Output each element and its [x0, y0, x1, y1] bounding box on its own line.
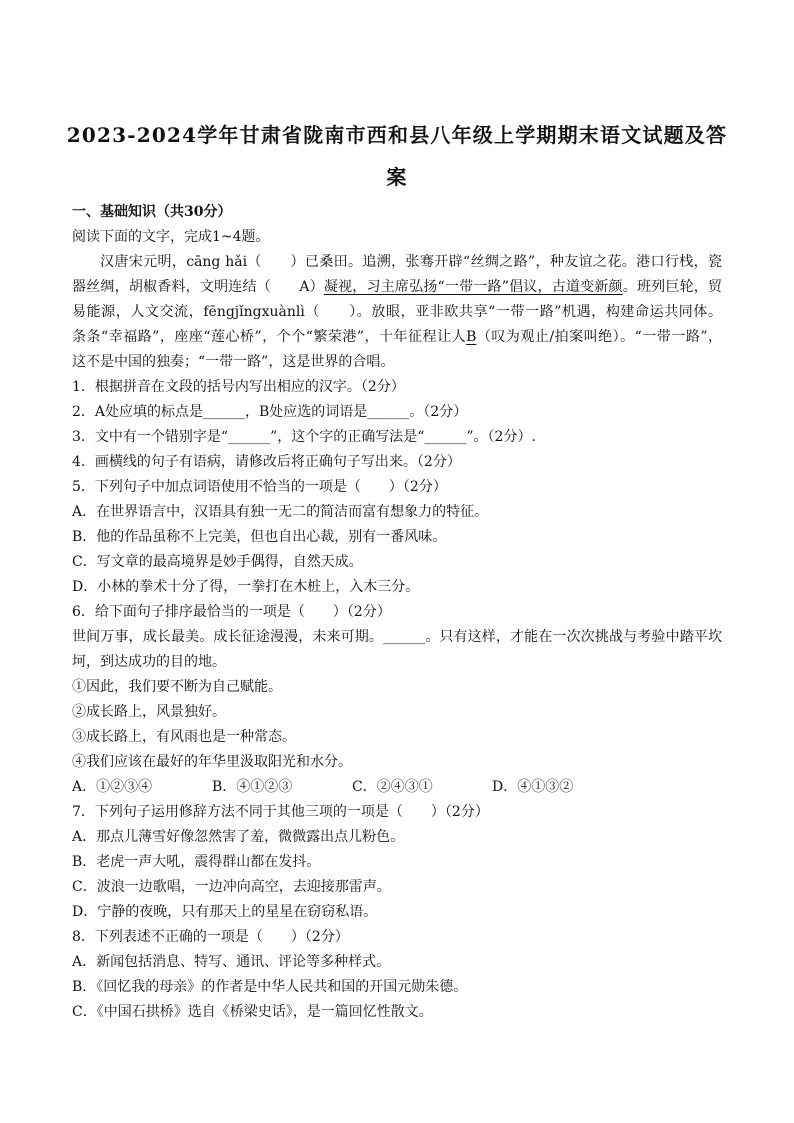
title-line-1: 2023-2024学年甘肃省陇南市西和县八年级上学期期末语文试题及答	[66, 123, 728, 147]
passage-line-4	[72, 325, 722, 350]
question-5-option-b: B．他的作品虽称不上完美，但也自出心裁，别有一番风味。	[72, 529, 447, 545]
title-line-2: 案	[386, 165, 408, 189]
passage-line-1: 汉唐宋元明，cāng hǎi（ ）已桑田。追溯，张骞开辟“丝绸之路”，种友谊之花。港口行栈，瓷	[100, 254, 722, 270]
question-7-stem: 7．下列句子运用修辞方法不同于其他三项的一项是（ ）（2分）	[72, 804, 489, 820]
question-7-option-b: B．老虎一声大吼，震得群山都在发抖。	[72, 854, 321, 870]
blank-marker-b: B	[466, 329, 477, 345]
question-6-choice-d: D．④①③②	[492, 779, 574, 795]
question-6-stem: 6．给下面句子排序最恰当的一项是（ ）（2分）	[72, 604, 391, 620]
passage-line-5: 这不是中国的独奏；“一带一路”，这是世界的合唱。	[72, 354, 395, 370]
underlined-sentence: 凝视，习主席弘扬“一带一路”倡议，古道变新颜	[323, 279, 623, 295]
question-8-option-a: A．新闻包括消息、特写、通讯、评论等多种样式。	[72, 954, 391, 970]
question-6-sentence-4: ④我们应该在最好的年华里汲取阳光和水分。	[72, 754, 352, 770]
question-3: 3．文中有一个错别字是“______”，这个字的正确写法是“______”。（2分）.	[72, 429, 536, 445]
question-5-stem: 5．下列句子中加点词语使用不恰当的一项是（ ）（2分）	[72, 479, 447, 495]
question-7-option-a: A．那点儿薄雪好像忽然害了羞，微微露出点儿粉色。	[72, 829, 405, 845]
question-6-choice-b: B．④①②③	[212, 779, 293, 795]
passage-line-2-start: 器丝绸，胡椒香料，文明连结（ A）	[72, 279, 324, 295]
passage-line-2-end: 。班列巨轮，贸	[622, 279, 722, 295]
reading-instruction: 阅读下面的文字，完成1~4题。	[72, 229, 270, 245]
question-8-option-b: B．《回忆我的母亲》的作者是中华人民共和国的开国元勋朱德。	[72, 979, 468, 995]
passage-line-2	[72, 275, 722, 300]
question-8	[72, 925, 722, 1025]
question-5-option-c: C．写文章的最高境界是妙手偶得，自然天成。	[72, 554, 363, 570]
question-2: 2．A处应填的标点是______，B处应选的词语是______。（2分）	[72, 404, 468, 420]
question-6-choices	[72, 775, 722, 800]
question-6-passage-line-2: 坷，到达成功的目的地。	[72, 654, 226, 670]
document-body	[72, 200, 722, 1025]
reading-passage	[72, 250, 722, 375]
question-6-sentence-1: ①因此，我们要不断为自己赋能。	[72, 679, 282, 695]
question-7-option-c: C．波浪一边歌唱，一边冲向高空，去迎接那雷声。	[72, 879, 391, 895]
passage-line-3: 易能源，人文交流，fēngjǐngxuànlì（ ）。放眼，亚非欧共享“一带一路”机遇，构建命运共同体。	[72, 304, 722, 320]
question-6-passage-line-1: 世间万事，成长最美。成长征途漫漫，未来可期。______。只有这样，才能在一次次挑战与考验中踏平坎	[72, 629, 722, 645]
question-6	[72, 600, 722, 800]
question-6-sentence-2: ②成长路上，风景独好。	[72, 704, 226, 720]
question-8-option-c: C．《中国石拱桥》选自《桥梁史话》，是一篇回忆性散文。	[72, 1004, 433, 1020]
question-6-choice-a: A．①②③④	[72, 779, 153, 795]
question-7-option-d: D．宁静的夜晚，只有那天上的星星在窃窃私语。	[72, 904, 378, 920]
section-heading: 一、基础知识（共30分）	[72, 204, 232, 220]
question-4: 4．画横线的句子有语病，请修改后将正确句子写出来。（2分）	[72, 454, 461, 470]
question-7	[72, 800, 722, 925]
question-6-sentence-3: ③成长路上，有风雨也是一种常态。	[72, 729, 296, 745]
question-5-option-d: D．小林的拳术十分了得，一拳打在木桩上，入木三分。	[72, 579, 420, 595]
question-5-option-a: A．在世界语言中，汉语具有独一无二的简洁而富有想象力的特征。	[72, 504, 489, 520]
question-6-choice-c: C．②④③①	[352, 779, 433, 795]
document-title	[60, 114, 734, 198]
passage-line-4-end: （叹为观止/拍案叫绝）。“一带一路”，	[476, 329, 722, 345]
passage-line-4-start: 条条“幸福路”，座座“莲心桥”，个个“繁荣港”，十年征程让人	[72, 329, 467, 345]
question-1: 1．根据拼音在文段的括号内写出相应的汉字。（2分）	[72, 379, 405, 395]
question-5	[72, 475, 722, 600]
question-8-stem: 8．下列表述不正确的一项是（ ）（2分）	[72, 929, 349, 945]
